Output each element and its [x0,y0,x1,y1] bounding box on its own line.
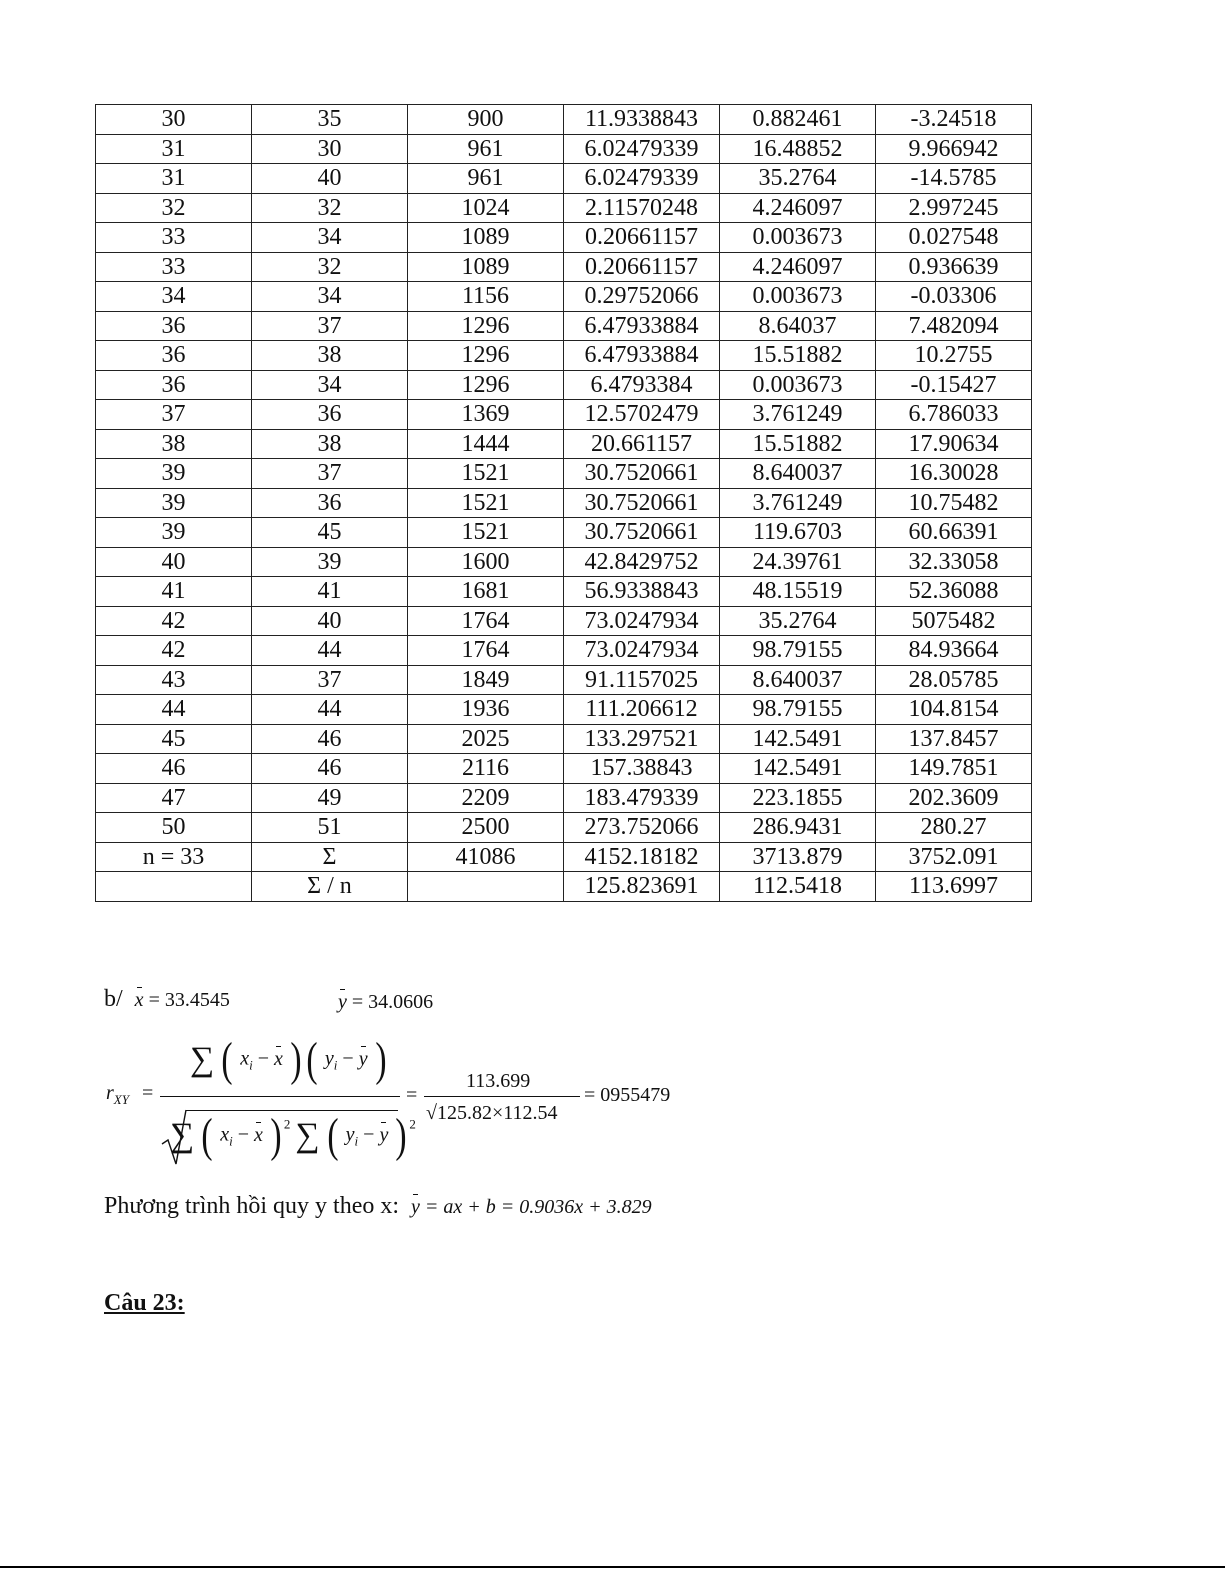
table-cell: 3.761249 [720,400,876,430]
table-cell: 142.5491 [720,724,876,754]
table-cell: 42 [96,606,252,636]
table-cell: 3.761249 [720,488,876,518]
table-cell: 8.640037 [720,665,876,695]
table-cell: 43 [96,665,252,695]
table-row [96,783,1032,813]
table-cell: 2209 [408,783,564,813]
table-cell: 31 [96,164,252,194]
table-cell: 32 [96,193,252,223]
table-row [96,813,1032,843]
formula-fraction-line [160,1096,400,1097]
means-line [104,986,230,1013]
table-cell: 961 [408,164,564,194]
y-bar: y [338,991,347,1013]
table-cell: 2025 [408,724,564,754]
table-cell: Σ / n [252,872,408,902]
table-cell [408,872,564,902]
table-cell: 7.482094 [876,311,1032,341]
table-cell: 1600 [408,547,564,577]
table-cell: 4.246097 [720,193,876,223]
table-cell: 37 [252,311,408,341]
table-cell: 41086 [408,842,564,872]
table-cell: 0.936639 [876,252,1032,282]
table-cell: -3.24518 [876,105,1032,135]
x-mean-value: = 33.4545 [148,989,230,1011]
table-cell: 42.8429752 [564,547,720,577]
table-cell: 98.79155 [720,695,876,725]
means-prefix: b/ [104,986,123,1012]
table-row [96,105,1032,135]
table-row [96,695,1032,725]
table-cell: 0.003673 [720,223,876,253]
table-cell: 47 [96,783,252,813]
table-cell: 20.661157 [564,429,720,459]
table-cell: 39 [252,547,408,577]
table-cell: 60.66391 [876,518,1032,548]
regression-text: Phương trình hồi quy y theo x: [104,1193,400,1219]
table-row [96,547,1032,577]
table-row [96,311,1032,341]
table-row [96,488,1032,518]
table-row [96,282,1032,312]
table-row [96,429,1032,459]
table-cell: 142.5491 [720,754,876,784]
table-cell: 36 [96,370,252,400]
table-cell: 1296 [408,370,564,400]
table-cell: 41 [96,577,252,607]
table-cell [96,872,252,902]
table-cell: 8.640037 [720,459,876,489]
table-cell: 15.51882 [720,429,876,459]
table-cell: 280.27 [876,813,1032,843]
table-cell: 30.7520661 [564,488,720,518]
table-cell: 1521 [408,488,564,518]
r-equals: = [141,1082,154,1104]
table-cell: 30.7520661 [564,518,720,548]
table-cell: 37 [252,459,408,489]
table-cell: 1521 [408,518,564,548]
table-cell: -0.03306 [876,282,1032,312]
table-cell: 31 [96,134,252,164]
y-mean-value: = 34.0606 [351,991,434,1013]
table-cell: 1764 [408,606,564,636]
r-symbol: r [106,1082,114,1104]
table-cell: 36 [96,311,252,341]
table-cell: 113.6997 [876,872,1032,902]
page-bottom-rule [0,1566,1225,1568]
table-row [96,370,1032,400]
table-cell: 0.003673 [720,282,876,312]
numeric-denominator: √125.82×112.54 [426,1102,558,1124]
table-cell: 44 [96,695,252,725]
table-cell: 125.823691 [564,872,720,902]
table-row [96,164,1032,194]
table-cell: 0.003673 [720,370,876,400]
table-cell: 6.02479339 [564,164,720,194]
question-heading: Câu 23: [104,1290,185,1316]
data-table [95,104,1032,902]
table-cell: 48.15519 [720,577,876,607]
x-bar: x [134,989,144,1011]
table-cell: 34 [252,282,408,312]
table-cell: 42 [96,636,252,666]
table-cell: 84.93664 [876,636,1032,666]
table-cell: 35.2764 [720,606,876,636]
table-cell: 133.297521 [564,724,720,754]
table-cell: 39 [96,488,252,518]
table-cell: 6.47933884 [564,311,720,341]
table-cell: 1764 [408,636,564,666]
table-cell: 32 [252,252,408,282]
table-cell: 16.48852 [720,134,876,164]
table-cell: 4152.18182 [564,842,720,872]
table-cell: 111.206612 [564,695,720,725]
table-cell: 98.79155 [720,636,876,666]
table-cell: 37 [96,400,252,430]
formula-numerator: ∑ ( $x_i - x$ )( $y_i - y$ ) [190,1033,387,1086]
table-cell: 34 [96,282,252,312]
table-cell: 39 [96,518,252,548]
table-row [96,665,1032,695]
table-cell: 0.20661157 [564,223,720,253]
table-cell: -0.15427 [876,370,1032,400]
table-row [96,341,1032,371]
table-cell: 0.882461 [720,105,876,135]
regression-y-bar: y [411,1196,420,1218]
table-cell: 10.2755 [876,341,1032,371]
table-cell: 45 [96,724,252,754]
table-cell: 183.479339 [564,783,720,813]
table-cell: 1296 [408,311,564,341]
table-cell: 73.0247934 [564,636,720,666]
table-cell: 3713.879 [720,842,876,872]
table-cell: 10.75482 [876,488,1032,518]
table-cell: 4.246097 [720,252,876,282]
table-cell: 2.11570248 [564,193,720,223]
table-cell: n = 33 [96,842,252,872]
table-cell: 32 [252,193,408,223]
table-cell: 119.6703 [720,518,876,548]
table-cell: 51 [252,813,408,843]
table-cell: 900 [408,105,564,135]
table-cell: 40 [96,547,252,577]
table-cell: 73.0247934 [564,606,720,636]
table-cell: 6.786033 [876,400,1032,430]
table-cell: 28.05785 [876,665,1032,695]
table-cell: 34 [252,370,408,400]
table-cell: 36 [252,488,408,518]
table-cell: 286.9431 [720,813,876,843]
table-cell: 2500 [408,813,564,843]
table-body [96,105,1032,902]
table-cell: 35.2764 [720,164,876,194]
table-row [96,872,1032,902]
table-cell: 40 [252,606,408,636]
table-cell: 44 [252,695,408,725]
table-row [96,636,1032,666]
table-cell: 1681 [408,577,564,607]
table-cell: -14.5785 [876,164,1032,194]
table-cell: 1156 [408,282,564,312]
table-row [96,606,1032,636]
table-cell: 112.5418 [720,872,876,902]
table-cell: 1089 [408,252,564,282]
table-cell: 33 [96,223,252,253]
table-cell: 30.7520661 [564,459,720,489]
table-cell: 1024 [408,193,564,223]
table-cell: 46 [252,754,408,784]
numeric-numerator: 113.699 [466,1070,531,1092]
table-cell: 16.30028 [876,459,1032,489]
table-cell: 12.5702479 [564,400,720,430]
table-cell: 149.7851 [876,754,1032,784]
table-cell: 1089 [408,223,564,253]
table-cell: 36 [96,341,252,371]
table-row [96,134,1032,164]
table-cell: 273.752066 [564,813,720,843]
table-row [96,518,1032,548]
numeric-fraction-line [424,1096,580,1097]
table-cell: 36 [252,400,408,430]
table-row [96,459,1032,489]
table-row [96,193,1032,223]
table-cell: 5075482 [876,606,1032,636]
table-cell: 6.47933884 [564,341,720,371]
table-cell: 3752.091 [876,842,1032,872]
table-cell: 38 [96,429,252,459]
table-cell: 17.90634 [876,429,1032,459]
table-cell: 1369 [408,400,564,430]
table-row [96,400,1032,430]
table-cell: 24.39761 [720,547,876,577]
table-cell: 46 [96,754,252,784]
table-cell: 0.20661157 [564,252,720,282]
table-cell: 37 [252,665,408,695]
table-cell: 45 [252,518,408,548]
table-cell: 44 [252,636,408,666]
table-cell: 56.9338843 [564,577,720,607]
table-cell: 1936 [408,695,564,725]
table-cell: 30 [252,134,408,164]
table-cell: 33 [96,252,252,282]
table-row [96,754,1032,784]
table-cell: 157.38843 [564,754,720,784]
table-row [96,223,1032,253]
correlation-result: = 0955479 [584,1084,671,1106]
table-cell: 52.36088 [876,577,1032,607]
table-cell: 91.1157025 [564,665,720,695]
r-subscript: XY [113,1092,129,1107]
y-mean [338,991,433,1014]
table-cell: 6.4793384 [564,370,720,400]
table-cell: 0.29752066 [564,282,720,312]
table-cell: 1521 [408,459,564,489]
table-row [96,724,1032,754]
table-cell: 39 [96,459,252,489]
table-row [96,252,1032,282]
table-cell: 35 [252,105,408,135]
table-cell: 202.3609 [876,783,1032,813]
table-cell: 38 [252,341,408,371]
table-cell: 41 [252,577,408,607]
table-cell: 1296 [408,341,564,371]
table-cell: 15.51882 [720,341,876,371]
table-cell: 11.9338843 [564,105,720,135]
second-equals: = [406,1084,418,1106]
table-cell: 40 [252,164,408,194]
table-cell: 30 [96,105,252,135]
table-cell: 1444 [408,429,564,459]
table-cell: 961 [408,134,564,164]
table-cell: 2.997245 [876,193,1032,223]
table-cell: Σ [252,842,408,872]
table-cell: 137.8457 [876,724,1032,754]
table-cell: 32.33058 [876,547,1032,577]
table-cell: 104.8154 [876,695,1032,725]
table-cell: 223.1855 [720,783,876,813]
table-cell: 1849 [408,665,564,695]
table-cell: 9.966942 [876,134,1032,164]
regression-equation: = ax + b = 0.9036x + 3.829 [424,1196,652,1218]
table-cell: 0.027548 [876,223,1032,253]
table-cell: 6.02479339 [564,134,720,164]
table-cell: 49 [252,783,408,813]
table-cell: 38 [252,429,408,459]
table-cell: 34 [252,223,408,253]
table-cell: 2116 [408,754,564,784]
table-row [96,577,1032,607]
table-cell: 46 [252,724,408,754]
regression-line [104,1193,652,1220]
table-cell: 8.64037 [720,311,876,341]
table-cell: 50 [96,813,252,843]
table-row [96,842,1032,872]
